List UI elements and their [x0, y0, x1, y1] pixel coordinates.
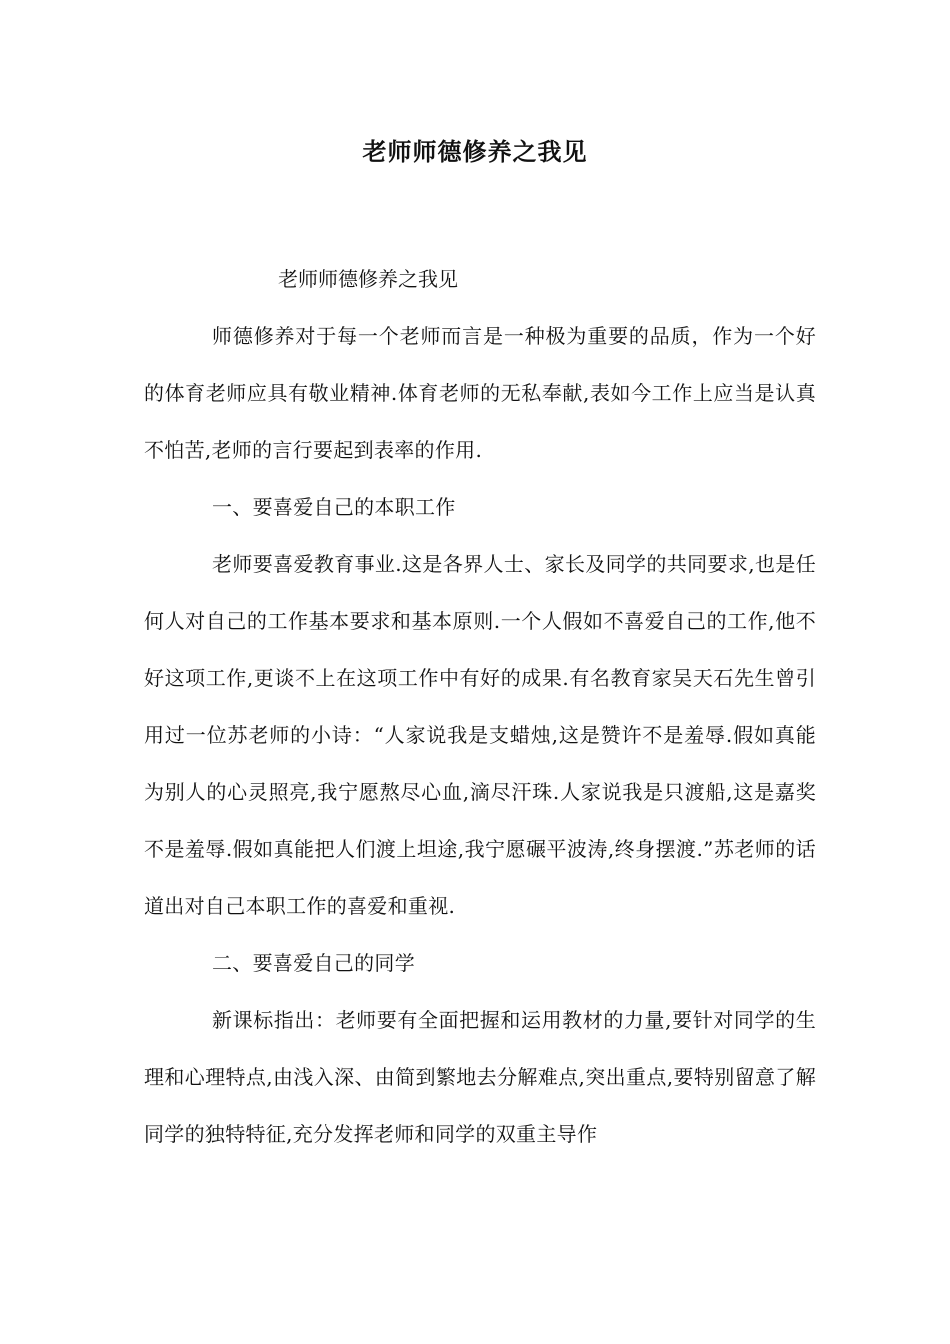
document-subtitle: 老师师德修养之我见: [278, 267, 458, 291]
section-heading-2: 二、要喜爱自己的同学: [212, 951, 415, 975]
paragraph-intro: 师德修养对于每一个老师而言是一种极为重要的品质，作为一个好的体育老师应具有敬业精神.体育老师的无私奉献,表如今工作上应当是认真不怕苦,老师的言行要起到表率的作用.: [144, 324, 816, 462]
document-title: 老师师德修养之我见: [362, 137, 588, 166]
document-body: [144, 308, 816, 1163]
section-heading-1: 一、要喜爱自己的本职工作: [212, 495, 456, 519]
paragraph-section-2: 新课标指出：老师要有全面把握和运用教材的力量,要针对同学的生理和心理特点,由浅入深、由简到繁地去分解难点,突出重点,要特别留意了解同学的独特特征,充分发挥老师和同学的双重主导作: [144, 1008, 816, 1146]
paragraph-section-1: 老师要喜爱教育事业.这是各界人士、家长及同学的共同要求,也是任何人对自己的工作基本要求和基本原则.一个人假如不喜爱自己的工作,他不好这项工作,更谈不上在这项工作中有好的成果.有名教育家吴天石先生曾引用过一位苏老师的小诗：“人家说我是支蜡烛,这是赞许不是羞辱.假如真能为别人的心灵照亮,我宁愿熬尽心血,滴尽汗珠.人家说我是只渡船,这是嘉奖不是羞辱.假如真能把人们渡上坦途,我宁愿碾平波涛,终身摆渡.”苏老师的话道出对自己本职工作的喜爱和重视.: [144, 552, 816, 918]
